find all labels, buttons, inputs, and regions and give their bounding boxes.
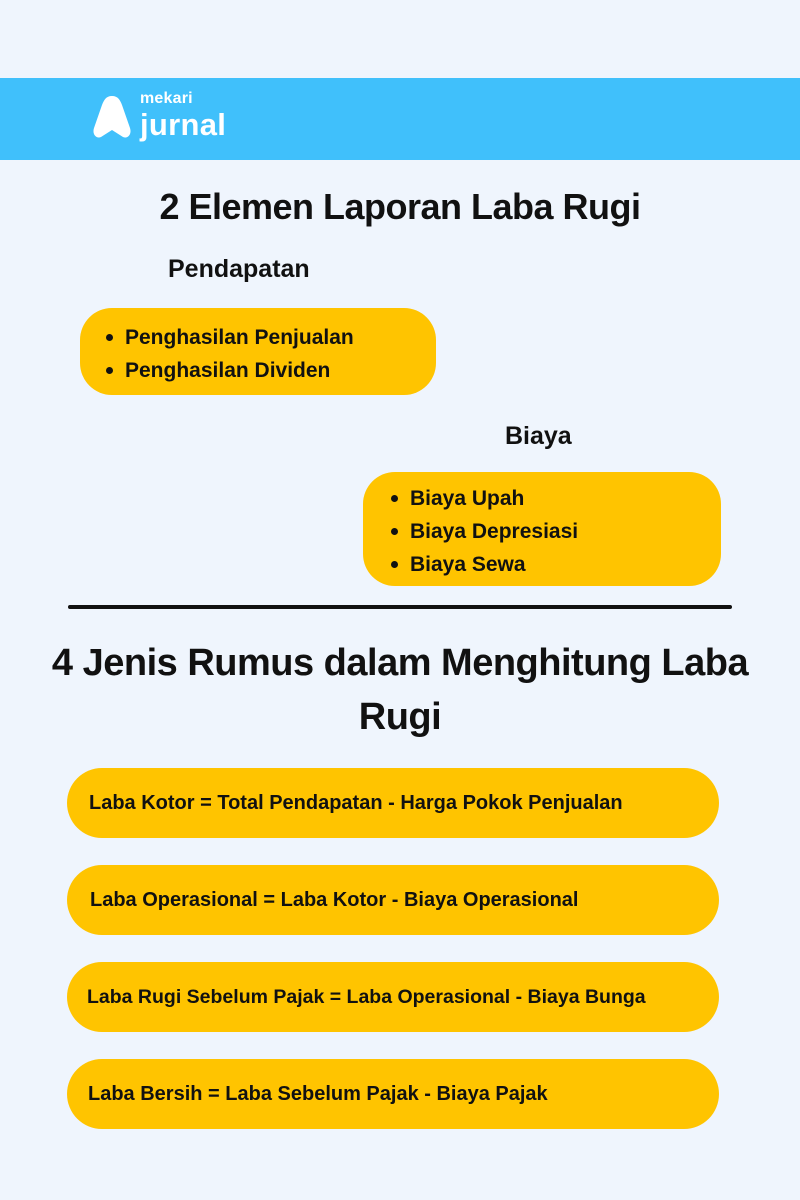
formula-laba-kotor: Laba Kotor = Total Pendapatan - Harga Pokok Penjualan	[67, 768, 719, 838]
brand-logo	[92, 90, 226, 140]
group-label-pendapatan: Pendapatan	[168, 255, 310, 283]
pendapatan-list	[80, 308, 436, 395]
list-item: Biaya Sewa	[388, 548, 721, 581]
group-label-biaya: Biaya	[505, 422, 572, 450]
formula-laba-bersih: Laba Bersih = Laba Sebelum Pajak - Biaya Pajak	[67, 1059, 719, 1129]
list-item: Penghasilan Penjualan	[103, 321, 436, 354]
list-item: Biaya Upah	[388, 482, 721, 515]
brand-name-top: mekari	[140, 89, 193, 107]
mekari-a-logo-icon	[92, 94, 132, 140]
section-title-formulas: 4 Jenis Rumus dalam Menghitung Laba Rugi	[51, 642, 749, 738]
section-divider	[68, 605, 732, 609]
formula-laba-operasional: Laba Operasional = Laba Kotor - Biaya Operasional	[67, 865, 719, 935]
section-title-elements: 2 Elemen Laporan Laba Rugi	[159, 186, 641, 227]
header-bar	[0, 78, 800, 160]
formula-laba-sebelum-pajak: Laba Rugi Sebelum Pajak = Laba Operasional - Biaya Bunga	[67, 962, 719, 1032]
biaya-list	[363, 472, 721, 586]
list-item: Biaya Depresiasi	[388, 515, 721, 548]
list-item: Penghasilan Dividen	[103, 354, 436, 387]
brand-name-bottom: jurnal	[140, 106, 227, 142]
